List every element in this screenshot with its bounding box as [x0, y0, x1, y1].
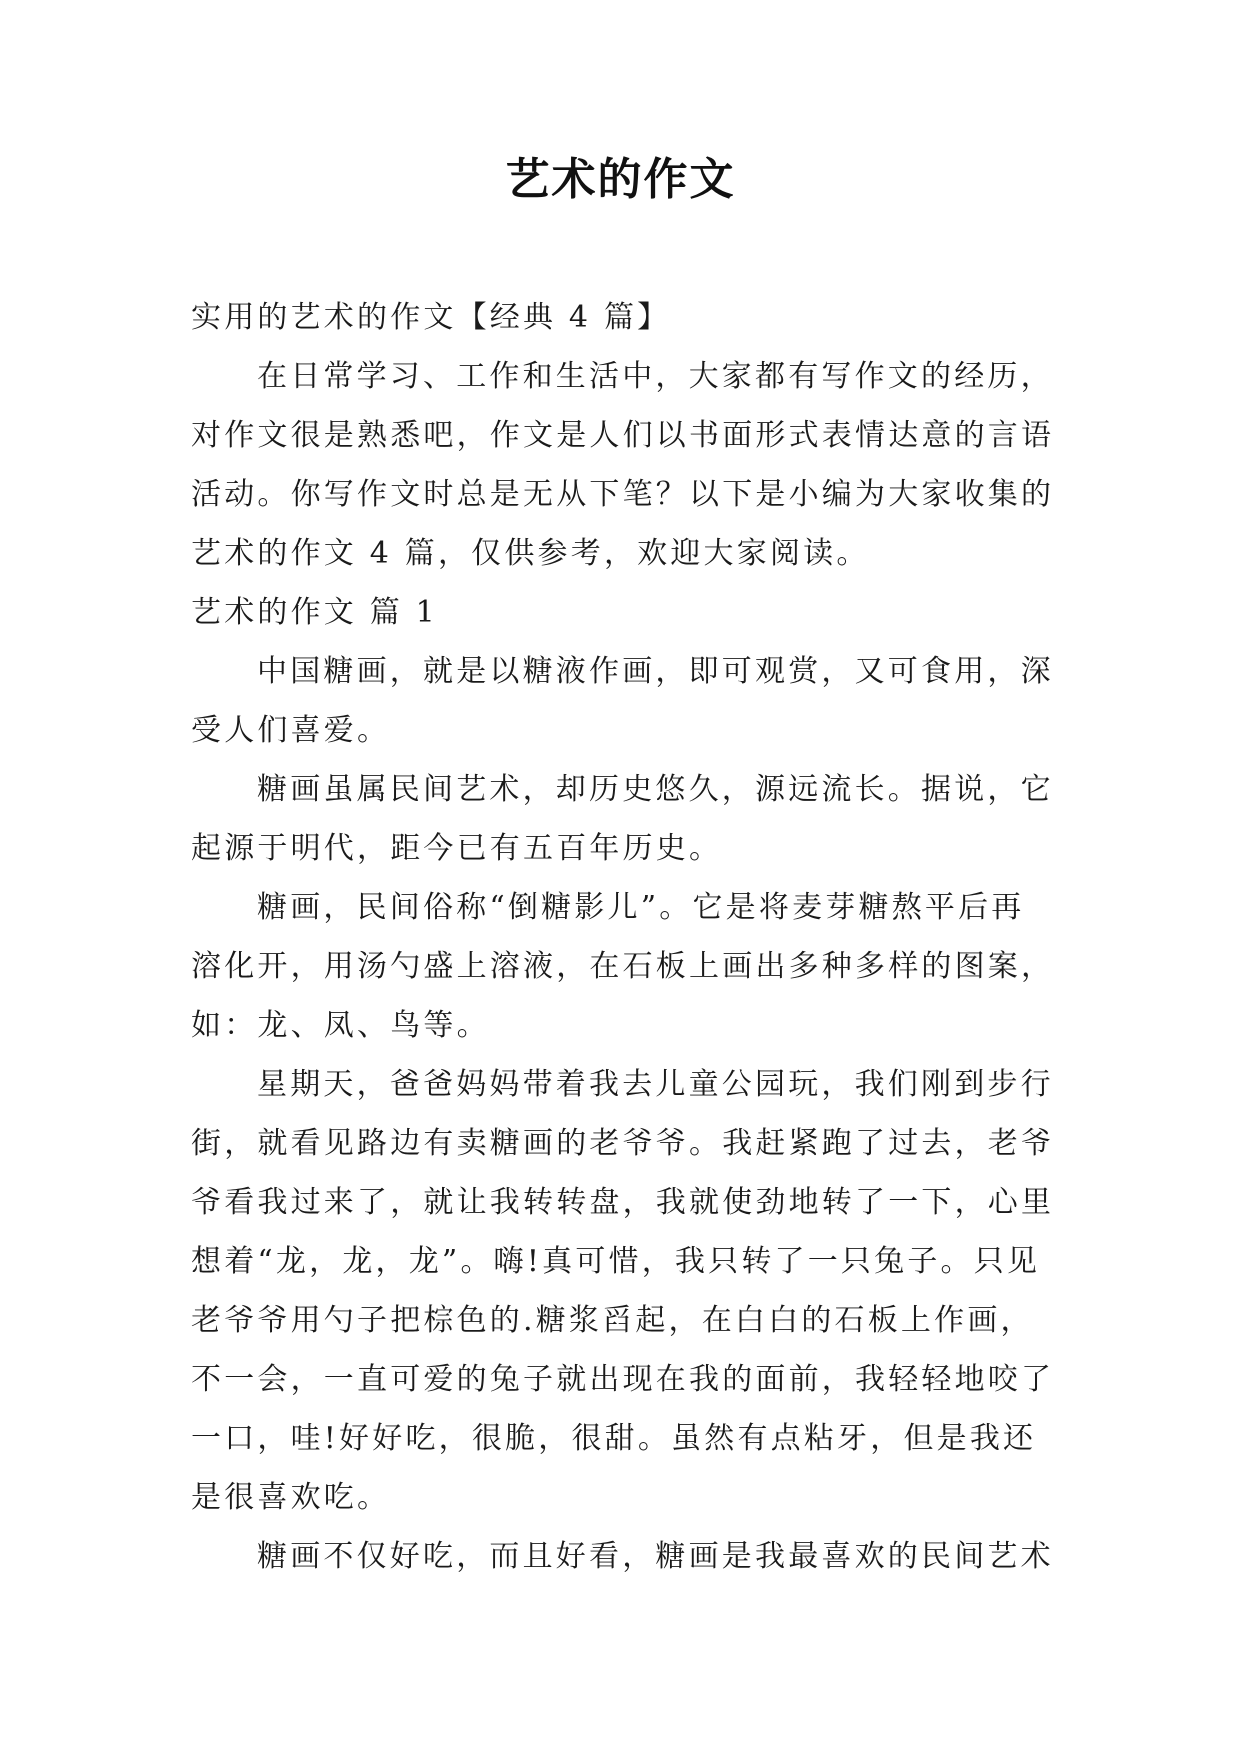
text-line: 实用的艺术的作文【经典 4 篇】 — [191, 300, 671, 335]
text-line: 糖画虽属民间艺术，却历史悠久，源远流长。据说，它 — [257, 772, 1054, 807]
text-line: 老爷爷用勺子把棕色的.糖浆舀起，在白白的石板上作画， — [191, 1303, 1034, 1338]
text-line: 想着“龙，龙，龙”。嗨!真可惜，我只转了一只兔子。只见 — [191, 1244, 1041, 1279]
text-line: 糖画不仅好吃，而且好看，糖画是我最喜欢的民间艺术 — [257, 1539, 1054, 1574]
document-body — [191, 288, 1055, 1586]
text-line: 受人们喜爱。 — [191, 713, 391, 748]
text-line: 溶化开，用汤勺盛上溶液，在石板上画出多种多样的图案， — [191, 949, 1055, 984]
text-line: 是很喜欢吃。 — [191, 1480, 391, 1515]
text-line: 在日常学习、工作和生活中，大家都有写作文的经历， — [257, 359, 1054, 394]
text-line: 不一会，一直可爱的兔子就出现在我的面前，我轻轻地咬了 — [191, 1362, 1055, 1397]
document-title: 艺术的作文 — [505, 154, 736, 205]
text-line: 星期天，爸爸妈妈带着我去儿童公园玩，我们刚到步行 — [257, 1067, 1054, 1102]
text-line: 中国糖画，就是以糖液作画，即可观赏，又可食用，深 — [257, 654, 1054, 689]
text-line: 一口，哇!好好吃，很脆，很甜。虽然有点粘牙，但是我还 — [191, 1421, 1037, 1456]
text-line: 艺术的作文 4 篇，仅供参考，欢迎大家阅读。 — [191, 536, 870, 571]
text-line: 如：龙、凤、鸟等。 — [191, 1008, 490, 1043]
text-line: 活动。你写作文时总是无从下笔？以下是小编为大家收集的 — [191, 477, 1055, 512]
text-line: 街，就看见路边有卖糖画的老爷爷。我赶紧跑了过去，老爷 — [191, 1126, 1055, 1161]
text-line: 对作文很是熟悉吧，作文是人们以书面形式表情达意的言语 — [191, 418, 1055, 453]
text-line: 爷看我过来了，就让我转转盘，我就使劲地转了一下，心里 — [191, 1185, 1055, 1220]
text-line: 起源于明代，距今已有五百年历史。 — [191, 831, 723, 866]
text-line: 糖画，民间俗称“倒糖影儿”。它是将麦芽糖熬平后再 — [257, 890, 1025, 925]
section-heading: 艺术的作文 篇 1 — [191, 595, 438, 630]
